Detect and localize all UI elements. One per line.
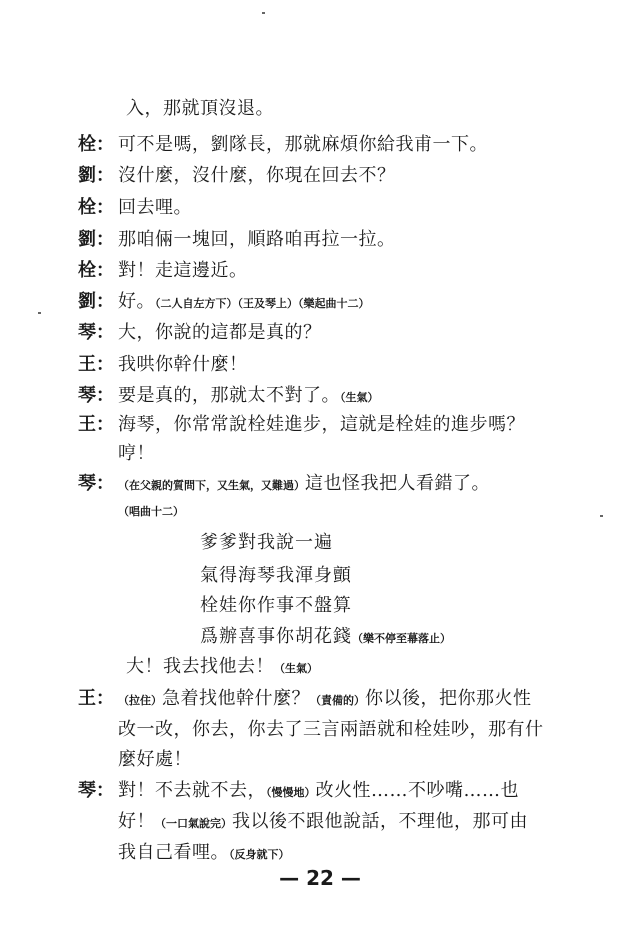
line-text [118,500,184,519]
dialogue-text: 大，你說的這都是真的？ [118,322,322,343]
dialogue-text: 回去哩。 [118,197,192,218]
page-number: — 22 — [279,866,361,890]
line-text [118,318,322,344]
dialogue-text: 對！走這邊近。 [118,260,248,281]
line-text [118,745,192,771]
dialogue-text: 改火性……不吵嘴……也 [315,780,519,801]
speck [38,312,41,314]
stage-direction: （責備的） [310,694,365,707]
stage-direction: （生氣） [340,391,379,404]
speck [262,12,265,14]
lyric-text: 栓娃你作事不盤算 [200,595,352,616]
speaker-label: 栓： [78,260,114,281]
line-text [118,715,544,741]
dialogue-text: 這也怪我把人看錯了。 [305,473,490,494]
stage-direction: （拉住） [118,694,162,707]
dialogue-text: 麼好處！ [118,749,192,770]
line-text [126,94,274,120]
line-text [118,838,290,864]
line-text [118,193,192,219]
stage-direction: （在父親的質問下，又生氣，又難過） [118,479,305,492]
speaker-label: 栓： [78,197,114,218]
dialogue-text: 可不是嗎，劉隊長，那就麻煩你給我甫一下。 [118,134,488,155]
stage-direction: （一口氣說完） [155,817,232,830]
dialogue-text: 對！不去就不去， [118,780,266,801]
stage-direction: （反身就下） [229,848,290,861]
line-text [118,776,519,802]
stage-direction: （生氣） [274,662,318,675]
speaker-label: 王： [78,688,114,709]
stage-direction: （樂不停至幕落止） [352,632,451,645]
speaker-label: 琴： [78,385,114,406]
line-text [126,652,318,678]
dialogue-text: 好。 [118,291,155,312]
line-text [118,130,488,156]
dialogue-text: 我以後不跟他說話，不理他，那可由 [232,811,528,832]
line-text [118,381,379,407]
speaker-label: 王： [78,414,114,435]
speaker-label: 栓： [78,134,114,155]
speck [600,515,603,517]
song-line [200,622,451,648]
dialogue-text: 改一改，你去，你去了三言兩語就和栓娃吵，那有什 [118,719,544,740]
song-line [200,561,352,587]
dialogue-text: 你以後，把你那火性 [365,688,532,709]
stage-direction: （二人自左方下）（王及琴上）（樂起曲十二） [155,297,370,310]
line-text [118,256,248,282]
dialogue-text: 好！ [118,811,155,832]
dialogue-text: 哼！ [118,443,155,464]
speaker-label: 劉： [78,291,114,312]
dialogue-text: 我自己看哩。 [118,842,229,863]
dialogue-text: 入，那就頂沒退。 [126,98,274,119]
speaker-label: 劉： [78,229,114,250]
line-text [118,684,532,710]
dialogue-text: 那咱倆一塊回，順路咱再拉一拉。 [118,229,396,250]
line-text [118,410,525,436]
dialogue-text: 要是真的，那就太不對了。 [118,385,340,406]
lyric-text: 爲辦喜事你胡花錢 [200,626,352,647]
speaker-label: 琴： [78,473,114,494]
dialogue-text: 我哄你幹什麼！ [118,354,248,375]
line-text [118,287,370,313]
dialogue-text: 海琴，你常常說栓娃進步，這就是栓娃的進步嗎？ [118,414,525,435]
speaker-label: 王： [78,354,114,375]
line-text [118,225,396,251]
line-text [118,439,155,465]
line-text [118,161,396,187]
speaker-label: 琴： [78,780,114,801]
line-text [118,469,490,495]
dialogue-text: 沒什麼，沒什麼，你現在回去不？ [118,165,396,186]
line-text [118,350,248,376]
stage-direction: （唱曲十二） [118,505,184,518]
song-line [200,528,333,554]
lyric-text: 氣得海琴我渾身顫 [200,565,352,586]
lyric-text: 爹爹對我說一遍 [200,532,333,553]
stage-direction: （慢慢地） [266,786,316,799]
line-text [118,807,528,833]
song-line [200,591,352,617]
speaker-label: 劉： [78,165,114,186]
dialogue-text: 大！我去找他去！ [126,656,274,677]
speaker-label: 琴： [78,322,114,343]
dialogue-text: 急着找他幹什麼？ [162,688,310,709]
